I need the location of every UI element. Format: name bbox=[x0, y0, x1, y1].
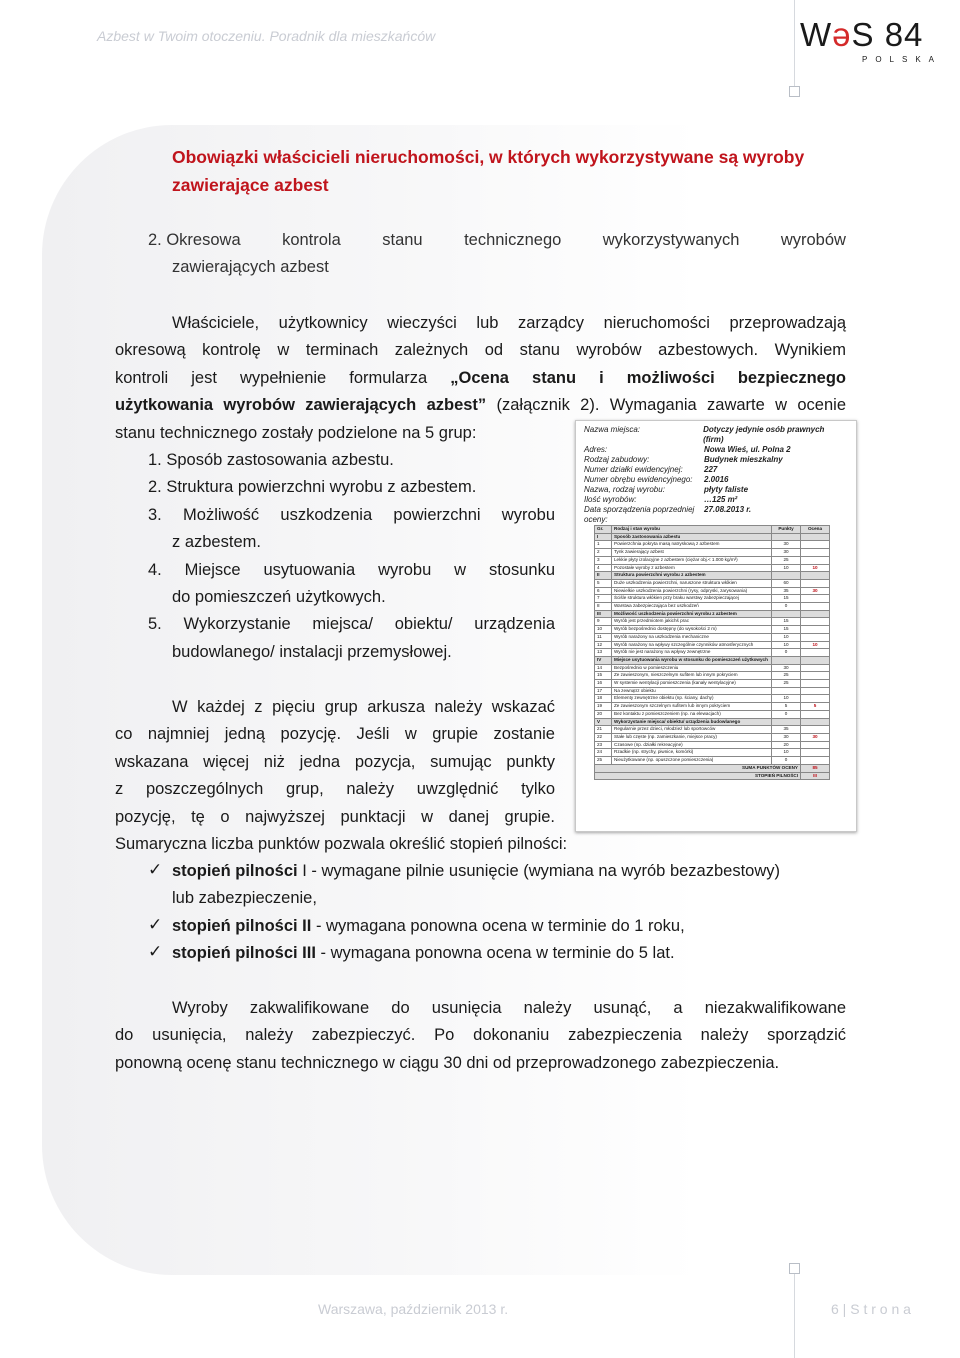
table-row bbox=[595, 703, 830, 711]
table-sum-label: SUMA PUNKTÓW OCENY bbox=[595, 764, 801, 772]
form-field-label: Data sporządzenia poprzedniej oceny: bbox=[584, 505, 695, 524]
paragraph-line: stanu technicznego zostały podzielone na 5 grup: bbox=[115, 423, 477, 442]
table-cell-points: 30 bbox=[772, 541, 801, 549]
group-item: 3. Możliwość uszkodzenia powierzchni wyrobu bbox=[148, 505, 555, 524]
table-cell-number: 24 bbox=[595, 749, 612, 757]
form-title-bold: użytkowania wyrobów zawierających azbest” bbox=[115, 396, 487, 415]
degree-text: - wymagana ponowna ocena w terminie do 1 roku, bbox=[311, 917, 685, 935]
table-cell-score bbox=[801, 718, 830, 726]
form-field-value: płyty faliste bbox=[704, 485, 749, 494]
form-field-label: Nazwa, rodzaj wyrobu: bbox=[584, 485, 665, 494]
degree-label: stopień pilności II bbox=[172, 917, 312, 935]
table-row bbox=[595, 626, 830, 634]
paragraph-line: z poszczególnych grup, należy uwzględnić tylko bbox=[115, 780, 555, 799]
table-cell-number: 17 bbox=[595, 687, 612, 695]
table-cell-points: 5 bbox=[772, 703, 801, 711]
table-row bbox=[595, 556, 830, 564]
form-field-label: Numer obrębu ewidencyjnego: bbox=[584, 475, 693, 484]
table-cell-points: 0 bbox=[772, 603, 801, 611]
table-cell-description: Sposób zastosowania azbestu bbox=[612, 533, 772, 541]
subsection-word: wyrobów bbox=[780, 231, 846, 249]
table-cell-description: Wykorzystanie miejsca/ obiektu/ urządzenia budowlanego bbox=[612, 718, 772, 726]
table-cell-points: 20 bbox=[772, 741, 801, 749]
table-row bbox=[595, 579, 830, 587]
table-cell-description: Struktura powierzchni wyrobu z azbestem bbox=[612, 572, 772, 580]
table-group-row bbox=[595, 718, 830, 726]
table-sum-value: 85 bbox=[801, 764, 830, 772]
table-cell-score bbox=[801, 749, 830, 757]
table-degree-label: STOPIEŃ PILNOŚCI bbox=[595, 772, 801, 780]
logo-text: WəS 84 bbox=[800, 16, 924, 53]
table-cell-description: Rzadkie (np. strychy, piwnice, komórki) bbox=[612, 749, 772, 757]
form-field bbox=[584, 485, 846, 495]
group-item-cont: do pomieszczeń użytkowych. bbox=[172, 588, 386, 607]
table-cell-number: 21 bbox=[595, 726, 612, 734]
form-field-value: Nowa Wieś, ul. Polna 2 bbox=[704, 445, 791, 454]
table-group-row bbox=[595, 610, 830, 618]
group-item: 5. Wykorzystanie miejsca/ obiektu/ urządzenia bbox=[148, 615, 555, 634]
degree-item-3 bbox=[172, 940, 846, 967]
table-cell-description: Czasowe (np. działki rekreacyjne) bbox=[612, 741, 772, 749]
form-field bbox=[584, 425, 846, 445]
table-cell-score bbox=[801, 556, 830, 564]
table-cell-score bbox=[801, 626, 830, 634]
table-cell-points: 30 bbox=[772, 664, 801, 672]
table-degree-row bbox=[595, 772, 830, 780]
table-row bbox=[595, 587, 830, 595]
table-cell-score: 30 bbox=[801, 587, 830, 595]
table-cell-number: 5 bbox=[595, 579, 612, 587]
degree-line bbox=[172, 858, 846, 885]
table-cell-description: Tynk zawierający azbest bbox=[612, 549, 772, 557]
table-cell-score: 30 bbox=[801, 733, 830, 741]
table-row bbox=[595, 633, 830, 641]
table-cell-score bbox=[801, 579, 830, 587]
paragraph-line: okresową kontrolę w terminach zależnych od stanu wyrobów azbestowych. Wynikiem bbox=[115, 341, 846, 360]
table-sum-row bbox=[595, 764, 830, 772]
table-cell-points bbox=[772, 718, 801, 726]
table-cell-description: Wyrób narażony na wpływy szczególnie czynników atmosferycznych bbox=[612, 641, 772, 649]
table-cell-points: 25 bbox=[772, 556, 801, 564]
table-row bbox=[595, 680, 830, 688]
table-header-cell: Ocena bbox=[801, 526, 830, 534]
table-cell-description: Lekkie płyty izolacyjne z azbestem (ciężar obj.< 1.000 kg/m³) bbox=[612, 556, 772, 564]
table-cell-points: 35 bbox=[772, 726, 801, 734]
table-cell-score bbox=[801, 726, 830, 734]
table-cell-description: Wyrób narażony na uszkodzenia mechaniczne bbox=[612, 633, 772, 641]
table-cell-number: 18 bbox=[595, 695, 612, 703]
table-row bbox=[595, 672, 830, 680]
table-cell-score bbox=[801, 710, 830, 718]
table-cell-points: 10 bbox=[772, 564, 801, 572]
footer-divider bbox=[794, 1268, 795, 1358]
form-field bbox=[584, 475, 846, 485]
degree-text: I - wymagane pilnie usunięcie (wymiana na wyrób bezazbestowy) bbox=[297, 862, 781, 880]
form-field bbox=[584, 455, 846, 465]
table-cell-description: Niewielkie uszkodzenia powierzchni (rysy, odpryski, zarysowania) bbox=[612, 587, 772, 595]
table-row bbox=[595, 741, 830, 749]
table-cell-score: 5 bbox=[801, 703, 830, 711]
paragraph-line: pozycję, tę o najwyższej punktacji w danej grupie. bbox=[115, 807, 555, 826]
table-header-cell: Rodzaj i stan wyrobu bbox=[612, 526, 772, 534]
table-row bbox=[595, 710, 830, 718]
paragraph-scoring bbox=[115, 694, 555, 831]
table-row bbox=[595, 726, 830, 734]
table-cell-points bbox=[772, 572, 801, 580]
table-cell-number: 15 bbox=[595, 672, 612, 680]
form-field bbox=[584, 445, 846, 455]
form-field-value: …125 m² bbox=[704, 495, 738, 504]
subsection-word: wykorzystywanych bbox=[602, 231, 740, 249]
checkmark-icon: ✓ bbox=[148, 860, 163, 879]
form-field bbox=[584, 495, 846, 505]
table-group-row bbox=[595, 656, 830, 664]
table-cell-points: 0 bbox=[772, 649, 801, 657]
table-cell-number: III bbox=[595, 610, 612, 618]
table-cell-points bbox=[772, 610, 801, 618]
assessment-form-image bbox=[575, 420, 857, 832]
section-title: Obowiązki właścicieli nieruchomości, w których wykorzystywane są wyroby zawierające azbest bbox=[172, 147, 805, 195]
paragraph-line: do usunięcia, należy zabezpieczyć. Po dokonaniu zabezpieczenia należy sporządzić bbox=[115, 1026, 846, 1045]
table-cell-score bbox=[801, 687, 830, 695]
table-cell-description: Ściśle struktura włókien przy braku warstwy zabezpieczającej bbox=[612, 595, 772, 603]
paragraph-line: co najmniej jedną pozycję. Jeśli w grupie zostanie bbox=[115, 725, 555, 744]
table-cell-description: Bezpośrednio w pomieszczeniu bbox=[612, 664, 772, 672]
paragraph-line: Wyroby zakwalifikowane do usunięcia należy usunąć, a niezakwalifikowane bbox=[172, 999, 846, 1017]
table-row bbox=[595, 664, 830, 672]
table-row bbox=[595, 641, 830, 649]
table-cell-description: Powierzchnia pokryta masą natryskową z azbestem bbox=[612, 541, 772, 549]
table-row bbox=[595, 695, 830, 703]
table-cell-number: 14 bbox=[595, 664, 612, 672]
form-field-label: Ilość wyrobów: bbox=[584, 495, 637, 504]
paragraph-line: Właściciele, użytkownicy wieczyści lub zarządcy nieruchomości przeprowadzają bbox=[172, 314, 846, 332]
subsection-line2: zawierających azbest bbox=[172, 258, 329, 277]
table-cell-number: 9 bbox=[595, 618, 612, 626]
group-item: 2. Struktura powierzchni wyrobu z azbestem. bbox=[148, 478, 477, 497]
table-cell-points: 10 bbox=[772, 749, 801, 757]
table-cell-points bbox=[772, 656, 801, 664]
table-cell-score bbox=[801, 656, 830, 664]
table-row bbox=[595, 541, 830, 549]
degree-text-cont: lub zabezpieczenie, bbox=[172, 889, 317, 908]
degree-item-1 bbox=[172, 858, 846, 913]
paragraph-closing bbox=[115, 995, 846, 1077]
table-cell-points: 15 bbox=[772, 595, 801, 603]
table-cell-score bbox=[801, 741, 830, 749]
table-cell-number: II bbox=[595, 572, 612, 580]
table-cell-score bbox=[801, 541, 830, 549]
checkmark-icon: ✓ bbox=[148, 915, 163, 934]
table-cell-description: Bez kontaktu z pomieszczeniem (np. na elewacjach) bbox=[612, 710, 772, 718]
group-item-cont: budowlanego/ instalacji przemysłowej. bbox=[172, 642, 452, 661]
table-cell-points: 25 bbox=[772, 672, 801, 680]
subsection-word: technicznego bbox=[464, 231, 562, 249]
table-cell-score: 10 bbox=[801, 641, 830, 649]
form-field-value: Budynek mieszkalny bbox=[704, 455, 783, 464]
subsection-word: stanu bbox=[382, 231, 423, 249]
table-cell-number: 8 bbox=[595, 603, 612, 611]
table-cell-points: 0 bbox=[772, 710, 801, 718]
table-cell-score bbox=[801, 680, 830, 688]
form-field-label: Nazwa miejsca: bbox=[584, 425, 641, 434]
table-cell-score bbox=[801, 757, 830, 765]
table-cell-points: 60 bbox=[772, 579, 801, 587]
table-cell-points: 10 bbox=[772, 633, 801, 641]
checkmark-icon: ✓ bbox=[148, 942, 163, 961]
table-row bbox=[595, 618, 830, 626]
table-cell-points: 10 bbox=[772, 641, 801, 649]
table-cell-description: Wyrób jest przedmiotem jakichś prac bbox=[612, 618, 772, 626]
table-cell-description: Ze zawieszonym szczelnym sufitem lub innym pokryciem bbox=[612, 703, 772, 711]
table-cell-number: 23 bbox=[595, 741, 612, 749]
table-cell-description: Stałe lub częste (np. zamieszkanie, miejsce pracy) bbox=[612, 733, 772, 741]
table-cell-description: Ze zawieszonym, nieszczelnym sufitem lub innym pokryciem bbox=[612, 672, 772, 680]
group-item-cont: z azbestem. bbox=[172, 533, 261, 552]
table-cell-number: V bbox=[595, 718, 612, 726]
table-cell-score bbox=[801, 549, 830, 557]
assessment-table-body bbox=[595, 526, 830, 780]
table-cell-number: IV bbox=[595, 656, 612, 664]
table-cell-description: Duże uszkodzenia powierzchni, naruszone struktura włókien bbox=[612, 579, 772, 587]
form-field-value: Dotyczy jedynie osób prawnych (firm) bbox=[703, 425, 825, 444]
table-row bbox=[595, 733, 830, 741]
table-cell-points: 15 bbox=[772, 626, 801, 634]
footer-left: Warszawa, październik 2013 r. bbox=[318, 1301, 509, 1317]
form-field-value: 2.0016 bbox=[704, 475, 729, 484]
table-cell-points: 30 bbox=[772, 549, 801, 557]
table-header-cell: Gr. bbox=[595, 526, 612, 534]
subsection-word: kontrola bbox=[282, 231, 341, 249]
table-cell-points bbox=[772, 533, 801, 541]
page-number: 6 bbox=[831, 1301, 839, 1317]
table-degree-value: III bbox=[801, 772, 830, 780]
table-header-row bbox=[595, 526, 830, 534]
table-cell-description: Wyrób nie jest narażony na wpływy zewnętrzne bbox=[612, 649, 772, 657]
table-cell-score bbox=[801, 633, 830, 641]
header-divider bbox=[794, 0, 795, 92]
table-cell-number: 13 bbox=[595, 649, 612, 657]
paragraph-line bbox=[115, 392, 846, 419]
table-row bbox=[595, 549, 830, 557]
groups-list bbox=[148, 447, 555, 666]
table-cell-score bbox=[801, 664, 830, 672]
form-field-value: 27.08.2013 r. bbox=[704, 505, 752, 514]
table-cell-description: Regularnie przez dzieci, młodzież lub sportowców bbox=[612, 726, 772, 734]
degree-text: - wymagana ponowna ocena w terminie do 5 lat. bbox=[315, 944, 675, 962]
table-cell-score bbox=[801, 572, 830, 580]
table-cell-description: Możliwość uszkodzenia powierzchni wyrobu z azbestem bbox=[612, 610, 772, 618]
table-cell-number: 20 bbox=[595, 710, 612, 718]
table-cell-score: 10 bbox=[801, 564, 830, 572]
paragraph-line bbox=[115, 365, 846, 392]
table-cell-number: I bbox=[595, 533, 612, 541]
group-item: 4. Miejsce usytuowania wyrobu w stosunku bbox=[148, 560, 555, 579]
form-title-bold: „Ocena stanu i możliwości bezpiecznego bbox=[450, 368, 847, 387]
paragraph-line: W każdej z pięciu grup arkusza należy wskazać bbox=[172, 698, 555, 716]
table-cell-number: 10 bbox=[595, 626, 612, 634]
table-cell-points: 10 bbox=[772, 695, 801, 703]
table-cell-points: 30 bbox=[772, 733, 801, 741]
form-header bbox=[584, 425, 846, 525]
table-cell-points bbox=[772, 687, 801, 695]
table-cell-points: 35 bbox=[772, 587, 801, 595]
table-cell-number: 22 bbox=[595, 733, 612, 741]
table-cell-number: 6 bbox=[595, 587, 612, 595]
table-cell-number: 19 bbox=[595, 703, 612, 711]
form-field-value: 227 bbox=[704, 465, 718, 474]
table-cell-description: Pozostałe wyroby z azbestem bbox=[612, 564, 772, 572]
table-cell-score bbox=[801, 595, 830, 603]
degree-item-2 bbox=[172, 913, 846, 940]
table-cell-points: 0 bbox=[772, 757, 801, 765]
table-row bbox=[595, 564, 830, 572]
footer-page-info bbox=[831, 1301, 911, 1317]
degree-label: stopień pilności III bbox=[172, 944, 316, 962]
table-group-row bbox=[595, 533, 830, 541]
form-field-label: Rodzaj zabudowy: bbox=[584, 455, 650, 464]
table-cell-description: Miejsce usytuowania wyrobu w stosunku do pomieszczeń użytkowych bbox=[612, 656, 772, 664]
text-span: (załącznik 2). Wymagania zawarte w ocenie bbox=[486, 396, 846, 415]
table-row bbox=[595, 603, 830, 611]
degree-label: stopień pilności bbox=[172, 862, 298, 880]
page-word: S t r o n a bbox=[850, 1301, 911, 1317]
table-cell-score bbox=[801, 603, 830, 611]
table-cell-points: 25 bbox=[772, 680, 801, 688]
table-cell-description: Warstwa zabezpieczająca bez uszkodzeń bbox=[612, 603, 772, 611]
table-cell-number: 16 bbox=[595, 680, 612, 688]
assessment-table bbox=[594, 525, 830, 780]
logo-subtext: POLSKA bbox=[862, 55, 943, 64]
paragraph-line: wskazana więcej niż jedna pozycja, sumując punkty bbox=[115, 752, 555, 771]
paragraph-summary-line: Sumaryczna liczba punktów pozwala określić stopień pilności: bbox=[115, 835, 568, 853]
group-item: 1. Sposób zastosowania azbestu. bbox=[148, 451, 394, 469]
table-cell-number: 7 bbox=[595, 595, 612, 603]
table-cell-score bbox=[801, 695, 830, 703]
table-header-cell: Punkty bbox=[772, 526, 801, 534]
form-field-label: Adres: bbox=[584, 445, 608, 454]
table-cell-score bbox=[801, 610, 830, 618]
table-cell-number: 3 bbox=[595, 556, 612, 564]
table-cell-score bbox=[801, 618, 830, 626]
table-cell-number: 25 bbox=[595, 757, 612, 765]
table-cell-score bbox=[801, 649, 830, 657]
table-cell-description: Na zewnątrz obiektu bbox=[612, 687, 772, 695]
form-field-label: Numer działki ewidencyjnej: bbox=[584, 465, 683, 474]
text-span: kontroli jest wypełnienie formularza bbox=[115, 368, 428, 387]
table-row bbox=[595, 687, 830, 695]
table-cell-number: 2 bbox=[595, 549, 612, 557]
table-cell-description: Elementy zewnętrzne obiektu (np. ściany, dachy) bbox=[612, 695, 772, 703]
table-cell-points: 15 bbox=[772, 618, 801, 626]
table-group-row bbox=[595, 572, 830, 580]
table-row bbox=[595, 649, 830, 657]
header-square-marker bbox=[789, 86, 800, 97]
table-cell-number: 12 bbox=[595, 641, 612, 649]
subsection-word: 2. Okresowa bbox=[148, 231, 241, 249]
table-cell-description: Nieużytkowane (np. opuszczone pomieszczenia) bbox=[612, 757, 772, 765]
table-row bbox=[595, 595, 830, 603]
footer-square-marker bbox=[789, 1263, 800, 1274]
subsection-heading bbox=[148, 227, 846, 282]
table-cell-description: W systemie wentylacji pomieszczenia (kanały wentylacyjne) bbox=[612, 680, 772, 688]
table-cell-number: 4 bbox=[595, 564, 612, 572]
table-cell-description: Wyrób bezpośrednio dostępny (do wysokości 2 m) bbox=[612, 626, 772, 634]
page-separator: | bbox=[838, 1301, 851, 1317]
table-cell-score bbox=[801, 672, 830, 680]
form-field bbox=[584, 505, 846, 525]
header-note: Azbest w Twoim otoczeniu. Poradnik dla mieszkańców bbox=[97, 28, 436, 44]
table-row bbox=[595, 749, 830, 757]
table-cell-score bbox=[801, 533, 830, 541]
form-field bbox=[584, 465, 846, 475]
paragraph-line: ponowną ocenę stanu technicznego w ciągu 30 dni od przeprowadzonego zabezpieczenia. bbox=[115, 1053, 780, 1072]
table-cell-number: 1 bbox=[595, 541, 612, 549]
table-row bbox=[595, 757, 830, 765]
company-logo bbox=[800, 16, 943, 68]
table-cell-number: 11 bbox=[595, 633, 612, 641]
